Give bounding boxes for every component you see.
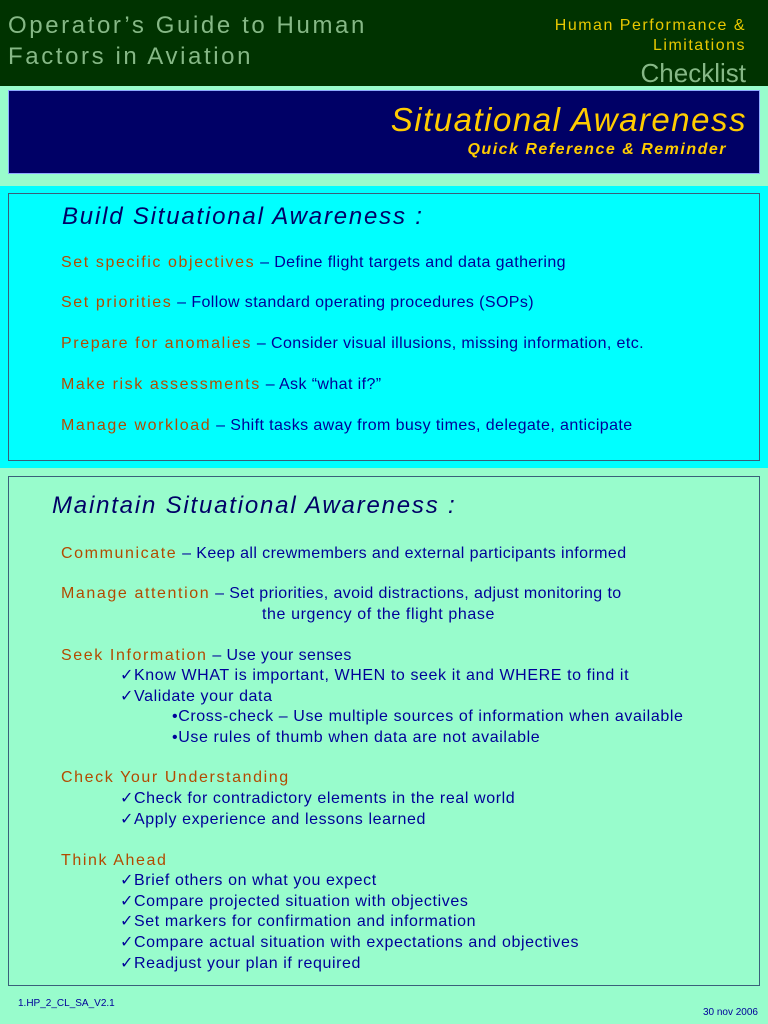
bullet-item-text: Use rules of thumb when data are not available xyxy=(178,729,541,746)
checkmark-icon: ✓ xyxy=(120,913,135,930)
build-item xyxy=(61,375,382,395)
think-ahead-lead: Think Ahead xyxy=(61,852,168,869)
build-item-lead: Prepare for anomalies xyxy=(61,335,253,352)
checklist-label: Checklist xyxy=(640,58,746,88)
checkmark-icon: ✓ xyxy=(120,688,135,705)
communicate-desc: – Keep all crewmembers and external participants informed xyxy=(177,545,627,562)
build-item-lead: Make risk assessments xyxy=(61,376,261,393)
check-item-text: Compare projected situation with objectives xyxy=(134,893,469,910)
check-item-text: Know WHAT is important, WHEN to seek it and WHERE to find it xyxy=(134,667,630,684)
check-item-text: Brief others on what you expect xyxy=(134,872,377,889)
check-item-text: Compare actual situation with expectations and objectives xyxy=(134,934,580,951)
bullet-item xyxy=(172,728,540,748)
build-item-lead: Set priorities xyxy=(61,294,173,311)
maintain-heading: Maintain Situational Awareness : xyxy=(52,492,457,519)
check-item xyxy=(120,666,629,686)
check-item xyxy=(120,892,468,912)
manage-attention-lead: Manage attention xyxy=(61,585,211,602)
check-item xyxy=(120,789,515,809)
page-subtitle: Quick Reference & Reminder xyxy=(467,141,727,158)
category-line1: Human Performance & xyxy=(554,17,746,34)
checkmark-icon: ✓ xyxy=(120,934,135,951)
check-understanding-item xyxy=(61,768,290,788)
check-item xyxy=(120,933,579,953)
build-item xyxy=(61,334,644,354)
build-heading: Build Situational Awareness : xyxy=(62,203,424,230)
manage-attention-item xyxy=(61,584,622,604)
check-item-text: Check for contradictory elements in the real world xyxy=(134,790,516,807)
checkmark-icon: ✓ xyxy=(120,893,135,910)
checkmark-icon: ✓ xyxy=(120,667,135,684)
guide-title xyxy=(8,10,448,72)
manage-attention-desc: – Set priorities, avoid distractions, adjust monitoring to xyxy=(210,585,622,602)
guide-title-line1: Operator’s Guide to Human xyxy=(8,12,367,39)
bullet-icon: • xyxy=(172,729,179,746)
check-understanding-lead: Check Your Understanding xyxy=(61,769,290,786)
check-item xyxy=(120,912,476,932)
check-item xyxy=(120,871,377,891)
check-item-text: Set markers for confirmation and information xyxy=(134,913,477,930)
check-item xyxy=(120,687,273,707)
page-title: Situational Awareness xyxy=(390,101,747,138)
build-item-lead: Set specific objectives xyxy=(61,254,256,271)
document-code: 1.HP_2_CL_SA_V2.1 xyxy=(18,998,115,1009)
check-item xyxy=(120,954,361,974)
build-item-desc: – Follow standard operating procedures (SOPs) xyxy=(172,294,535,311)
communicate-lead: Communicate xyxy=(61,545,178,562)
build-item-desc: – Consider visual illusions, missing information, etc. xyxy=(252,335,644,352)
checkmark-icon: ✓ xyxy=(120,955,135,972)
build-item xyxy=(61,253,566,273)
seek-information-lead: Seek Information xyxy=(61,647,208,664)
document-date: 30 nov 2006 xyxy=(702,1007,758,1018)
checkmark-icon: ✓ xyxy=(120,790,135,807)
build-item-desc: – Shift tasks away from busy times, delegate, anticipate xyxy=(211,417,633,434)
bullet-icon: • xyxy=(172,708,179,725)
build-item-desc: – Define flight targets and data gathering xyxy=(255,254,566,271)
build-item-lead: Manage workload xyxy=(61,417,212,434)
bullet-item xyxy=(172,707,683,727)
build-item xyxy=(61,293,534,313)
category-label xyxy=(555,16,746,56)
check-item-text: Readjust your plan if required xyxy=(134,955,362,972)
check-item xyxy=(120,810,426,830)
communicate-item xyxy=(61,544,627,564)
title-panel xyxy=(8,90,760,174)
think-ahead-item xyxy=(61,851,168,871)
checkmark-icon: ✓ xyxy=(120,811,135,828)
check-item-text: Validate your data xyxy=(134,688,273,705)
guide-title-line2: Factors in Aviation xyxy=(8,43,254,70)
manage-attention-continuation: the urgency of the flight phase xyxy=(262,606,495,623)
seek-information-item xyxy=(61,646,352,666)
build-item-desc: – Ask “what if?” xyxy=(260,376,382,393)
checkmark-icon: ✓ xyxy=(120,872,135,889)
header-bar xyxy=(0,0,768,86)
build-item xyxy=(61,416,633,436)
seek-information-desc: – Use your senses xyxy=(207,647,352,664)
category-line2: Limitations xyxy=(653,37,746,54)
check-item-text: Apply experience and lessons learned xyxy=(134,811,427,828)
bullet-item-text: Cross-check – Use multiple sources of information when available xyxy=(178,708,684,725)
